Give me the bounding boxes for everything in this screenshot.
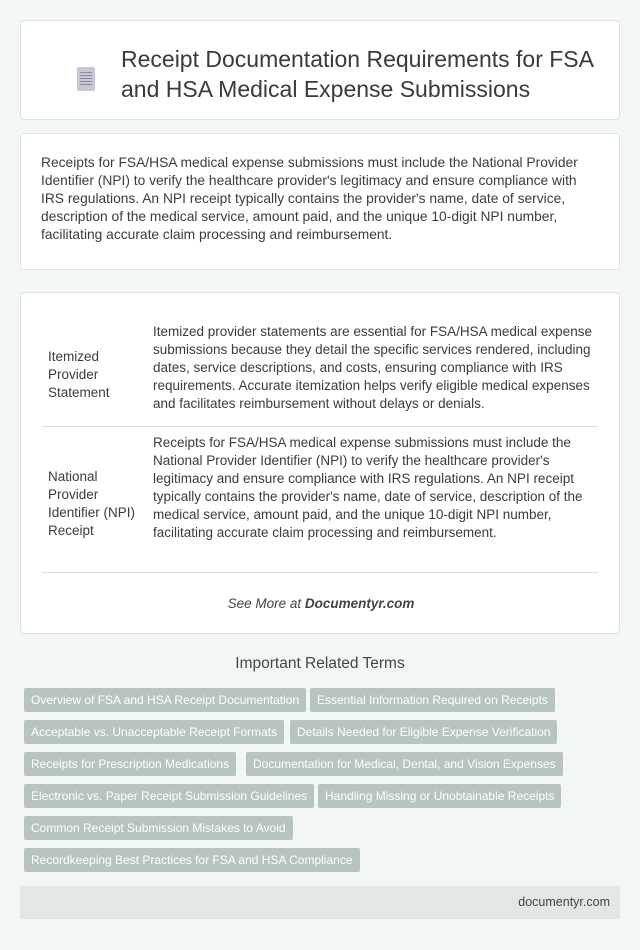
intro-card (20, 133, 620, 270)
table-row (42, 428, 598, 573)
related-tag[interactable]: Acceptable vs. Unacceptable Receipt Formats (24, 720, 284, 744)
related-terms-title: Important Related Terms (235, 655, 405, 672)
related-tag[interactable]: Documentation for Medical, Dental, and Vision Expenses (246, 752, 563, 776)
see-more-site: Documentyr.com (304, 596, 415, 611)
document-icon (77, 67, 95, 91)
related-tag[interactable]: Overview of FSA and HSA Receipt Documentation (24, 688, 306, 712)
term-cell: National Provider Identifier (NPI) Receipt (48, 469, 136, 538)
description-cell: Itemized provider statements are essential for FSA/HSA medical expense submissions because they detail the specific services rendered, including dates, service descriptions, and costs, ensuring compliance with IRS requirements. Accurate itemization helps verify eligible medical expenses and facilitates reimbursement without delays or denials. (153, 324, 592, 411)
related-tag[interactable]: Electronic vs. Paper Receipt Submission Guidelines (24, 784, 314, 808)
footer (20, 886, 620, 919)
see-more-link[interactable] (21, 596, 621, 611)
see-more-prefix: See More at (227, 596, 305, 611)
related-tag[interactable]: Recordkeeping Best Practices for FSA and HSA Compliance (24, 848, 360, 872)
related-tag[interactable]: Common Receipt Submission Mistakes to Avoid (24, 816, 293, 840)
related-tag[interactable]: Receipts for Prescription Medications (24, 752, 236, 776)
related-tag[interactable]: Details Needed for Eligible Expense Verification (290, 720, 557, 744)
header-card (20, 20, 620, 120)
footer-site[interactable]: documentyr.com (518, 895, 610, 909)
related-tag[interactable]: Essential Information Required on Receipts (310, 688, 555, 712)
table-row (42, 315, 598, 427)
description-cell: Receipts for FSA/HSA medical expense submissions must include the National Provider Identifier (NPI) to verify the healthcare provider's legitimacy and ensure compliance with IRS regulations. An NPI receipt typically contains the provider's name, date of service, description of the medical service, amount paid, and the unique 10-digit NPI number, facilitating accurate claim processing and reimbursement. (153, 435, 583, 540)
intro-text: Receipts for FSA/HSA medical expense submissions must include the National Provider Identifier (NPI) to verify the healthcare provider's legitimacy and ensure compliance with IRS regulations. An NPI receipt typically contains the provider's name, date of service, description of the medical service, amount paid, and the unique 10-digit NPI number, facilitating accurate claim processing and reimbursement. (41, 155, 578, 242)
term-cell: Itemized Provider Statement (48, 349, 110, 400)
definition-table (20, 292, 620, 634)
related-tag[interactable]: Handling Missing or Unobtainable Receipts (318, 784, 561, 808)
page-title: Receipt Documentation Requirements for FSA and HSA Medical Expense Submissions (121, 46, 593, 102)
